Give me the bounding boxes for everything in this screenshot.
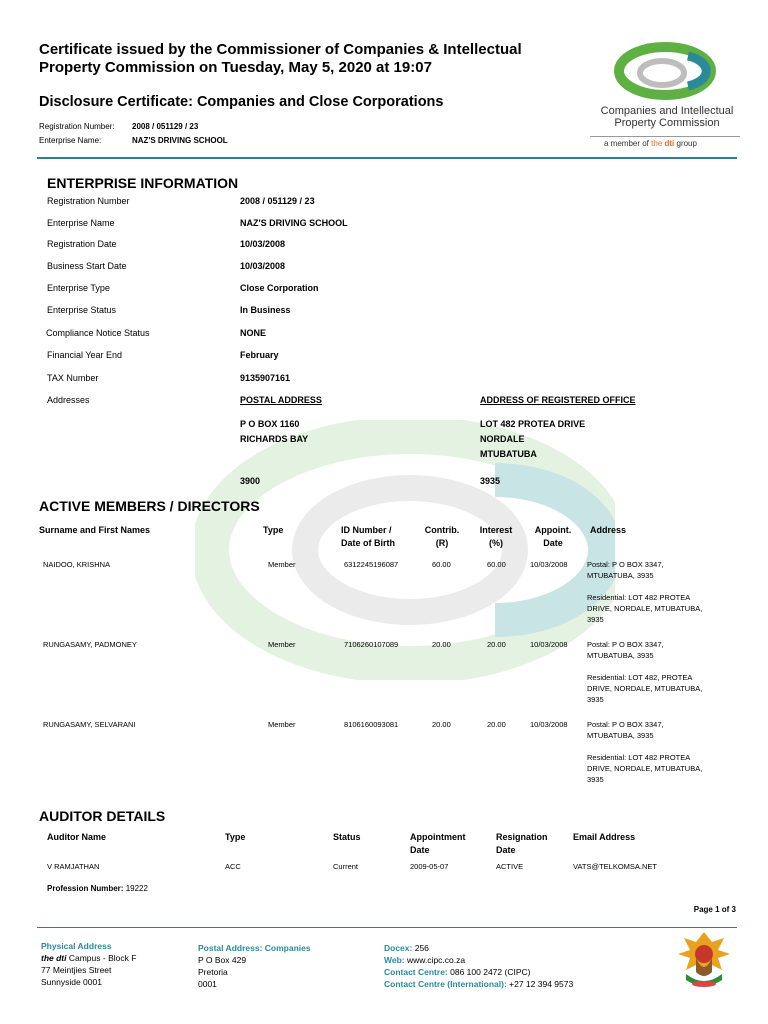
footer-docex-value: 256 (414, 943, 429, 953)
footer-postal-line2: Pretoria (198, 967, 228, 977)
auditor-col-appoint-line1: Appointment (410, 832, 466, 842)
office-line-2: NORDALE (480, 434, 525, 444)
members-col-address: Address (590, 525, 627, 535)
members-col-type: Type (263, 525, 284, 535)
logo-line2: Property Commission (614, 117, 720, 129)
member-res-2: DRIVE, NORDALE, MTUBATUBA, (587, 764, 703, 773)
member-postal-2: MTUBATUBA, 3935 (587, 731, 654, 740)
member-res-1: Residential: LOT 482 PROTEA (587, 753, 691, 762)
enterprise-label-6: Compliance Notice Status (46, 328, 150, 338)
members-heading: ACTIVE MEMBERS / DIRECTORS (39, 498, 260, 514)
member-res-3: 3935 (587, 695, 604, 704)
enterprise-label-0: Registration Number (47, 196, 130, 206)
postal-line-1: P O BOX 1160 (240, 419, 300, 429)
cipc-logo (590, 40, 740, 150)
auditor-col-status: Status (333, 832, 361, 842)
header-reg-value: 2008 / 051129 / 23 (132, 122, 199, 131)
logo-line1: Companies and Intellectual (600, 105, 734, 117)
member-contrib: 20.00 (432, 640, 451, 649)
certificate-subtitle: Disclosure Certificate: Companies and Close Corporations (39, 94, 444, 110)
members-col-contrib-line2: (R) (435, 538, 449, 548)
enterprise-value-6: NONE (240, 328, 267, 338)
certificate-title-line1: Certificate issued by the Commissioner of Companies & Intellectual (39, 41, 522, 58)
enterprise-value-4: Close Corporation (240, 283, 319, 293)
enterprise-value-5: In Business (240, 305, 291, 315)
members-col-contrib-line1: Contrib. (424, 525, 460, 535)
office-line-1: LOT 482 PROTEA DRIVE (480, 419, 586, 429)
header-divider (37, 157, 737, 159)
enterprise-label-2: Registration Date (47, 239, 117, 249)
member-row (0, 559, 768, 629)
enterprise-label-1: Enterprise Name (47, 218, 115, 228)
enterprise-heading: ENTERPRISE INFORMATION (47, 175, 239, 191)
members-col-appoint-line2: Date (543, 538, 563, 548)
footer-physical-line2: 77 Meintjies Street (41, 965, 112, 975)
postal-address-heading: POSTAL ADDRESS (240, 395, 322, 405)
members-col-appoint-line1: Appoint. (534, 525, 572, 535)
auditor-col-email: Email Address (573, 832, 636, 842)
auditor-col-name: Auditor Name (47, 832, 107, 842)
member-appoint-date: 10/03/2008 (530, 640, 568, 649)
member-res-1: Residential: LOT 482 PROTEA (587, 593, 691, 602)
footer-the-dti: the dti (41, 953, 67, 963)
member-res-3: 3935 (587, 615, 604, 624)
certificate-title-line2: Property Commission on Tuesday, May 5, 2020 at 19:07 (39, 59, 432, 76)
footer-physical-line1: Campus - Block F (66, 953, 137, 963)
footer-physical-address (41, 940, 136, 988)
cipc-logo-icon (590, 40, 740, 102)
enterprise-value-7: February (240, 350, 279, 360)
member-appoint-date: 10/03/2008 (530, 560, 568, 569)
member-postal-1: Postal: P O BOX 3347, (587, 640, 664, 649)
members-col-name: Surname and First Names (39, 525, 151, 535)
footer-postal-line1: P O Box 429 (198, 955, 247, 965)
auditor-name: V RAMJATHAN (47, 862, 100, 871)
footer-intl-label: Contact Centre (International): (384, 979, 507, 989)
footer-contacts (384, 942, 573, 990)
member-interest: 60.00 (487, 560, 506, 569)
profession-label: Profession Number: (47, 884, 124, 893)
member-name: RUNGASAMY, PADMONEY (43, 640, 137, 649)
member-interest: 20.00 (487, 720, 506, 729)
member-id: 6312245196087 (344, 560, 399, 569)
auditor-appoint-date: 2009-05-07 (410, 862, 449, 871)
footer-web-value[interactable]: www.cipc.co.za (407, 955, 466, 965)
page-number: Page 1 of 3 (693, 905, 736, 914)
office-line-3: MTUBATUBA (480, 449, 537, 459)
registered-office-heading: ADDRESS OF REGISTERED OFFICE (480, 395, 636, 405)
auditor-email: VATS@TELKOMSA.NET (573, 862, 658, 871)
members-col-id-line2: Date of Birth (341, 538, 395, 548)
member-res-2: DRIVE, NORDALE, MTUBATUBA, (587, 684, 703, 693)
footer-divider (37, 927, 737, 928)
logo-member-dti: dti (664, 139, 675, 148)
logo-member-line (604, 139, 697, 148)
enterprise-label-4: Enterprise Type (47, 283, 110, 293)
footer-physical-line3: Sunnyside 0001 (41, 977, 102, 987)
enterprise-value-3: 10/03/2008 (240, 261, 286, 271)
member-postal-2: MTUBATUBA, 3935 (587, 571, 654, 580)
profession-value: 19222 (125, 884, 148, 893)
enterprise-label-8: TAX Number (47, 373, 99, 383)
header-reg-label: Registration Number: (39, 122, 115, 131)
enterprise-label-3: Business Start Date (47, 261, 127, 271)
office-code: 3935 (480, 476, 501, 486)
postal-code: 3900 (240, 476, 261, 486)
footer-intl-value: +27 12 394 9573 (509, 979, 574, 989)
members-col-id-line1: ID Number / (341, 525, 392, 535)
member-type: Member (268, 560, 296, 569)
members-col-interest-line2: (%) (489, 538, 503, 548)
auditor-col-type: Type (225, 832, 246, 842)
enterprise-value-2: 10/03/2008 (240, 239, 286, 249)
enterprise-value-1: NAZ'S DRIVING SCHOOL (240, 218, 348, 228)
auditor-resign-date: ACTIVE (496, 862, 524, 871)
footer-contact-label: Contact Centre: (384, 967, 448, 977)
footer-docex-label: Docex: (384, 943, 413, 953)
auditor-type: ACC (225, 862, 241, 871)
member-interest: 20.00 (487, 640, 506, 649)
enterprise-label-7: Financial Year End (47, 350, 123, 360)
auditor-col-appoint-line2: Date (410, 845, 430, 855)
members-col-interest-line1: Interest (479, 525, 513, 535)
footer-postal-line3: 0001 (198, 979, 217, 989)
auditor-heading: AUDITOR DETAILS (39, 808, 166, 824)
member-res-3: 3935 (587, 775, 604, 784)
footer-postal-address (198, 942, 311, 990)
member-postal-1: Postal: P O BOX 3347, (587, 720, 664, 729)
member-type: Member (268, 720, 296, 729)
footer-postal-heading: Postal Address: Companies (198, 943, 311, 953)
member-res-1: Residential: LOT 482, PROTEA (587, 673, 693, 682)
enterprise-label-5: Enterprise Status (47, 305, 117, 315)
logo-member-prefix: a member of (604, 139, 652, 148)
footer-web-label: Web: (384, 955, 405, 965)
member-id: 7106260107089 (344, 640, 399, 649)
logo-member-the: the (651, 139, 665, 148)
auditor-col-resign-line1: Resignation (496, 832, 548, 842)
member-type: Member (268, 640, 296, 649)
member-appoint-date: 10/03/2008 (530, 720, 568, 729)
auditor-status: Current (333, 862, 359, 871)
member-name: NAIDOO, KRISHNA (43, 560, 111, 569)
coat-of-arms-icon (672, 928, 736, 992)
footer-contact-value: 086 100 2472 (CIPC) (450, 967, 531, 977)
member-postal-1: Postal: P O BOX 3347, (587, 560, 664, 569)
enterprise-value-8: 9135907161 (240, 373, 291, 383)
member-row (0, 639, 768, 709)
member-row (0, 719, 768, 789)
addresses-label: Addresses (47, 395, 90, 405)
member-postal-2: MTUBATUBA, 3935 (587, 651, 654, 660)
member-contrib: 20.00 (432, 720, 451, 729)
enterprise-value-0: 2008 / 051129 / 23 (240, 196, 315, 206)
header-ent-label: Enterprise Name: (39, 136, 102, 145)
header-ent-value: NAZ'S DRIVING SCHOOL (132, 136, 228, 145)
member-res-2: DRIVE, NORDALE, MTUBATUBA, (587, 604, 703, 613)
auditor-col-resign-line2: Date (496, 845, 516, 855)
logo-member-suffix: group (674, 139, 697, 148)
footer-physical-heading: Physical Address (41, 941, 112, 951)
member-name: RUNGASAMY, SELVARANI (43, 720, 136, 729)
postal-line-2: RICHARDS BAY (240, 434, 309, 444)
member-id: 8106160093081 (344, 720, 399, 729)
member-contrib: 60.00 (432, 560, 451, 569)
auditor-row (0, 861, 768, 875)
